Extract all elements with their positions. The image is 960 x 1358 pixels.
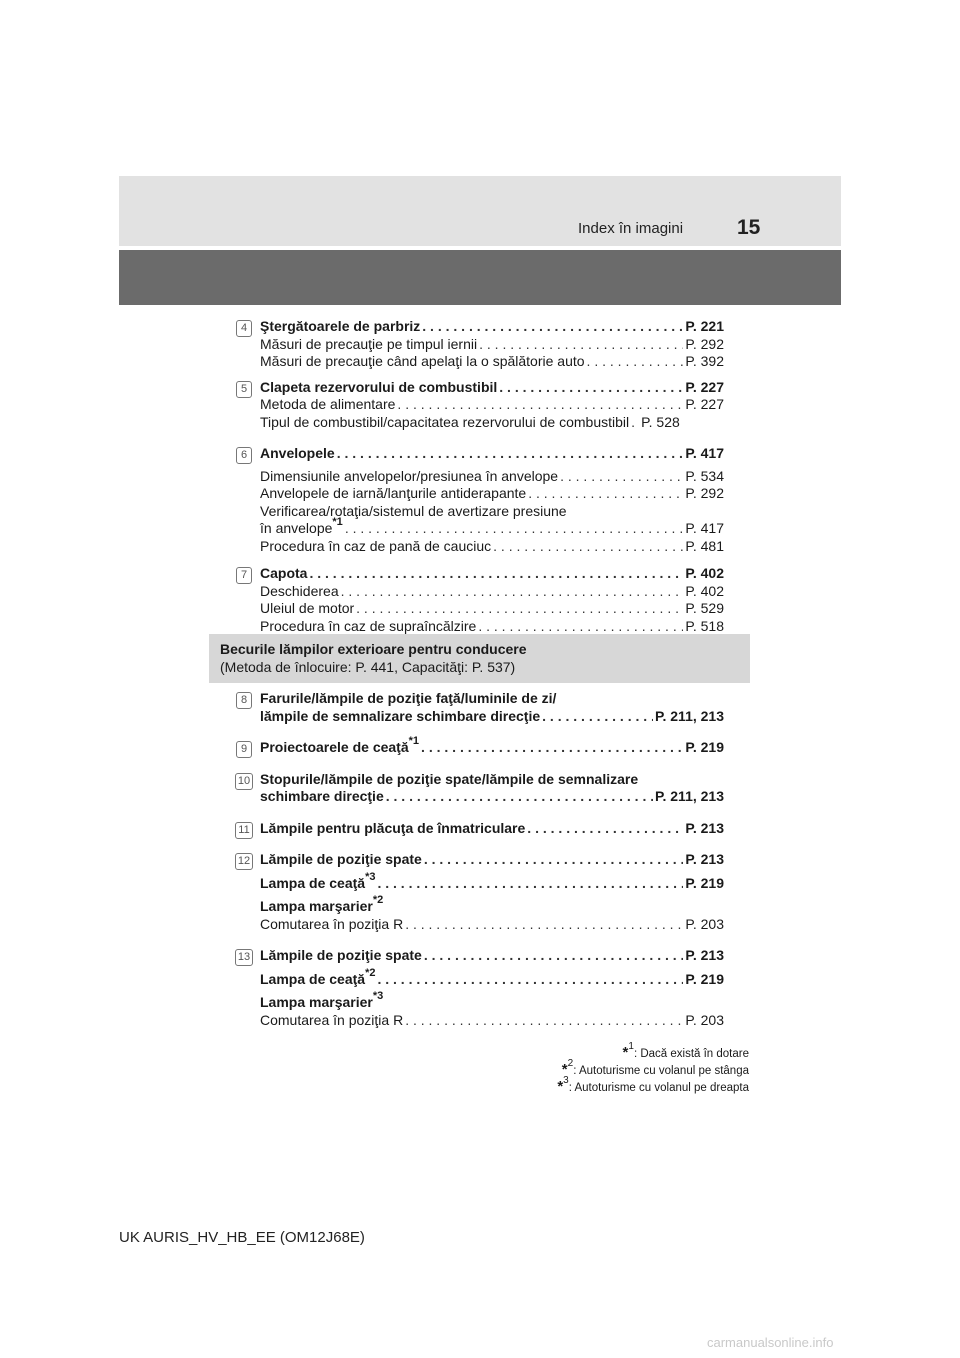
sub-row bbox=[260, 600, 724, 618]
sub-page-ref: P. 203 bbox=[685, 915, 724, 932]
index-item-6 bbox=[236, 445, 724, 555]
item-title: schimbare direcţie bbox=[260, 788, 384, 804]
sub-page-ref: P. 292 bbox=[685, 485, 724, 501]
item-title: lămpile de semnalizare schimbare direcţie bbox=[260, 707, 541, 724]
header-title: Index în imagini bbox=[578, 220, 684, 237]
item-title-row bbox=[260, 565, 724, 583]
item-title-row bbox=[260, 318, 724, 336]
item-number-badge: 11 bbox=[235, 822, 253, 839]
item-title: Ştergătoarele de parbriz bbox=[260, 318, 421, 334]
section-subtitle: (Metoda de înlocuire: P. 441, Capacităţi: P. 537) bbox=[220, 659, 516, 675]
item-page-ref: P. 211, 213 bbox=[654, 707, 724, 724]
item-title-row bbox=[260, 445, 724, 463]
sub-row bbox=[260, 1012, 724, 1030]
item-title: Lampa marşarier$^{*2}$ bbox=[260, 894, 384, 914]
sub-row bbox=[260, 583, 724, 601]
item-number-badge: 13 bbox=[235, 949, 253, 966]
sub-label: Comutarea în poziţia R bbox=[260, 1011, 404, 1028]
sub-label: Uleiul de motor bbox=[260, 600, 355, 616]
sub-label: Anvelopele de iarnă/lanţurile antiderapante bbox=[260, 485, 527, 501]
sub-page-ref: P. 227 bbox=[685, 396, 724, 412]
item-title-row bbox=[260, 870, 724, 893]
sub-label: Comutarea în poziţia R bbox=[260, 915, 404, 932]
footnote-ref: *3 bbox=[372, 990, 384, 1003]
item-title-row bbox=[260, 820, 724, 838]
item-page-ref: P. 213 bbox=[685, 947, 724, 963]
index-list-bottom bbox=[236, 690, 724, 1029]
item-title-row bbox=[260, 851, 724, 869]
index-item-10 bbox=[236, 771, 724, 806]
sub-row bbox=[260, 916, 724, 934]
item-number-badge: 4 bbox=[236, 320, 252, 337]
footnote-ref: *2 bbox=[372, 894, 384, 907]
sub-row bbox=[260, 353, 724, 371]
footnote-1: *$^1$: Dacă există în dotare bbox=[622, 1041, 749, 1061]
sub-label: Măsuri de precauţie când apelaţi la o spălătorie auto bbox=[260, 353, 585, 369]
item-number-badge: 5 bbox=[236, 381, 252, 398]
sub-page-ref: P. 534 bbox=[685, 467, 724, 484]
sub-label: în anvelope$^{*1}$ bbox=[260, 516, 343, 536]
item-page-ref: P. 417 bbox=[685, 445, 724, 461]
item-page-ref: P. 402 bbox=[685, 565, 724, 581]
index-item-5 bbox=[236, 379, 724, 432]
sub-page-ref: P. 392 bbox=[685, 353, 724, 369]
sub-page-ref: P. 292 bbox=[685, 335, 724, 352]
sub-row bbox=[260, 414, 724, 432]
sub-label: Măsuri de precauţie pe timpul iernii bbox=[260, 335, 478, 352]
index-item-12 bbox=[236, 851, 724, 933]
item-title: Lampa marşarier$^{*3}$ bbox=[260, 990, 384, 1010]
sub-page-ref: P. 402 bbox=[685, 582, 724, 599]
item-title-row bbox=[260, 947, 724, 965]
sub-label: Procedura în caz de pană de cauciuc bbox=[260, 537, 492, 554]
sub-row bbox=[260, 336, 724, 354]
sub-label: Metoda de alimentare bbox=[260, 396, 396, 412]
index-item-9 bbox=[236, 735, 724, 757]
item-page-ref: P. 227 bbox=[685, 378, 724, 395]
item-title: Lămpile de poziţie spate bbox=[260, 947, 422, 963]
watermark: carmanualsonline.info bbox=[707, 1335, 834, 1350]
sub-label: Dimensiunile anvelopelor/presiunea în anvelope bbox=[260, 467, 559, 484]
item-title: Proiectoarele de ceaţă$^{*1}$ bbox=[260, 735, 420, 755]
footnote-2: *$^2$: Autoturisme cu volanul pe stânga bbox=[561, 1058, 749, 1078]
item-page-ref: P. 221 bbox=[685, 318, 724, 334]
sub-page-ref: P. 529 bbox=[685, 600, 724, 616]
sub-row bbox=[260, 485, 724, 503]
sub-page-ref: P. 518 bbox=[685, 617, 724, 634]
sub-row bbox=[260, 468, 724, 486]
item-title: Capota bbox=[260, 565, 308, 581]
header-band bbox=[119, 176, 841, 246]
header-dark-bar bbox=[119, 250, 841, 305]
item-page-ref: P. 219 bbox=[685, 970, 724, 987]
footnote-ref: *1 bbox=[408, 735, 420, 748]
sub-label: Deschiderea bbox=[260, 582, 339, 599]
sub-row bbox=[260, 396, 724, 414]
sub-row bbox=[260, 618, 724, 636]
footnote-ref: *3 bbox=[365, 870, 376, 883]
item-page-ref: P. 219 bbox=[685, 874, 724, 891]
item-title: Lămpile pentru plăcuţa de înmatriculare bbox=[260, 819, 526, 836]
index-item-13 bbox=[236, 947, 724, 1029]
sub-label: Procedura în caz de supraîncălzire bbox=[260, 617, 477, 634]
item-page-ref: P. 213 bbox=[685, 819, 724, 836]
footnote-ref: *1 bbox=[332, 516, 343, 529]
sub-page-ref: P. 481 bbox=[685, 537, 724, 554]
item-title: Lămpile de poziţie spate bbox=[260, 851, 422, 867]
index-item-7 bbox=[236, 565, 724, 635]
item-title-row bbox=[260, 966, 724, 989]
item-page-ref: P. 211, 213 bbox=[654, 788, 724, 804]
item-title-row bbox=[260, 708, 724, 726]
item-title-row bbox=[260, 735, 724, 757]
sub-label: Tipul de combustibil/capacitatea rezervorului de combustibil bbox=[260, 413, 630, 430]
item-page-ref: P. 213 bbox=[685, 851, 724, 867]
footnote-ref: *2 bbox=[365, 966, 376, 979]
footnote-3: *$^3$: Autoturisme cu volanul pe dreapta bbox=[557, 1075, 749, 1095]
sub-label: Verificarea/rotaţia/sistemul de avertizare presiune bbox=[260, 502, 567, 519]
item-page-ref: P. 219 bbox=[685, 739, 724, 755]
item-number-badge: 12 bbox=[235, 853, 253, 870]
footnotes bbox=[557, 1041, 749, 1096]
item-title: Anvelopele bbox=[260, 445, 335, 461]
index-list-top bbox=[236, 318, 724, 635]
item-title: Lampa de ceaţă$^{*3}$ bbox=[260, 870, 376, 891]
item-title-row bbox=[260, 379, 724, 397]
item-title-row bbox=[260, 788, 724, 806]
sub-page-ref: P. 417 bbox=[685, 520, 724, 536]
item-title: Lampa de ceaţă$^{*2}$ bbox=[260, 966, 376, 987]
sub-row bbox=[260, 516, 724, 538]
item-title: Stopurile/lămpile de poziţie spate/lămpile de semnalizare bbox=[260, 770, 639, 787]
sub-row bbox=[260, 538, 724, 556]
section-title: Becurile lămpilor exterioare pentru conducere bbox=[220, 641, 527, 657]
item-title: Clapeta rezervorului de combustibil bbox=[260, 378, 498, 395]
item-number-badge: 9 bbox=[236, 741, 252, 758]
index-item-11 bbox=[236, 820, 724, 838]
index-item-4 bbox=[236, 318, 724, 371]
document-code-footer: UK AURIS_HV_HB_EE (OM12J68E) bbox=[119, 1229, 365, 1246]
index-item-8 bbox=[236, 690, 724, 725]
section-header bbox=[220, 640, 527, 676]
sub-page-ref: P. 203 bbox=[685, 1011, 724, 1028]
item-number-badge: 7 bbox=[236, 567, 252, 584]
item-number-badge: 8 bbox=[236, 692, 252, 709]
page-number: 15 bbox=[737, 216, 761, 239]
sub-page-ref: P. 528 bbox=[641, 413, 680, 430]
item-number-badge: 10 bbox=[235, 773, 253, 790]
item-title: Farurile/lămpile de poziţie faţă/luminile de zi/ bbox=[260, 690, 557, 706]
item-number-badge: 6 bbox=[236, 447, 252, 464]
